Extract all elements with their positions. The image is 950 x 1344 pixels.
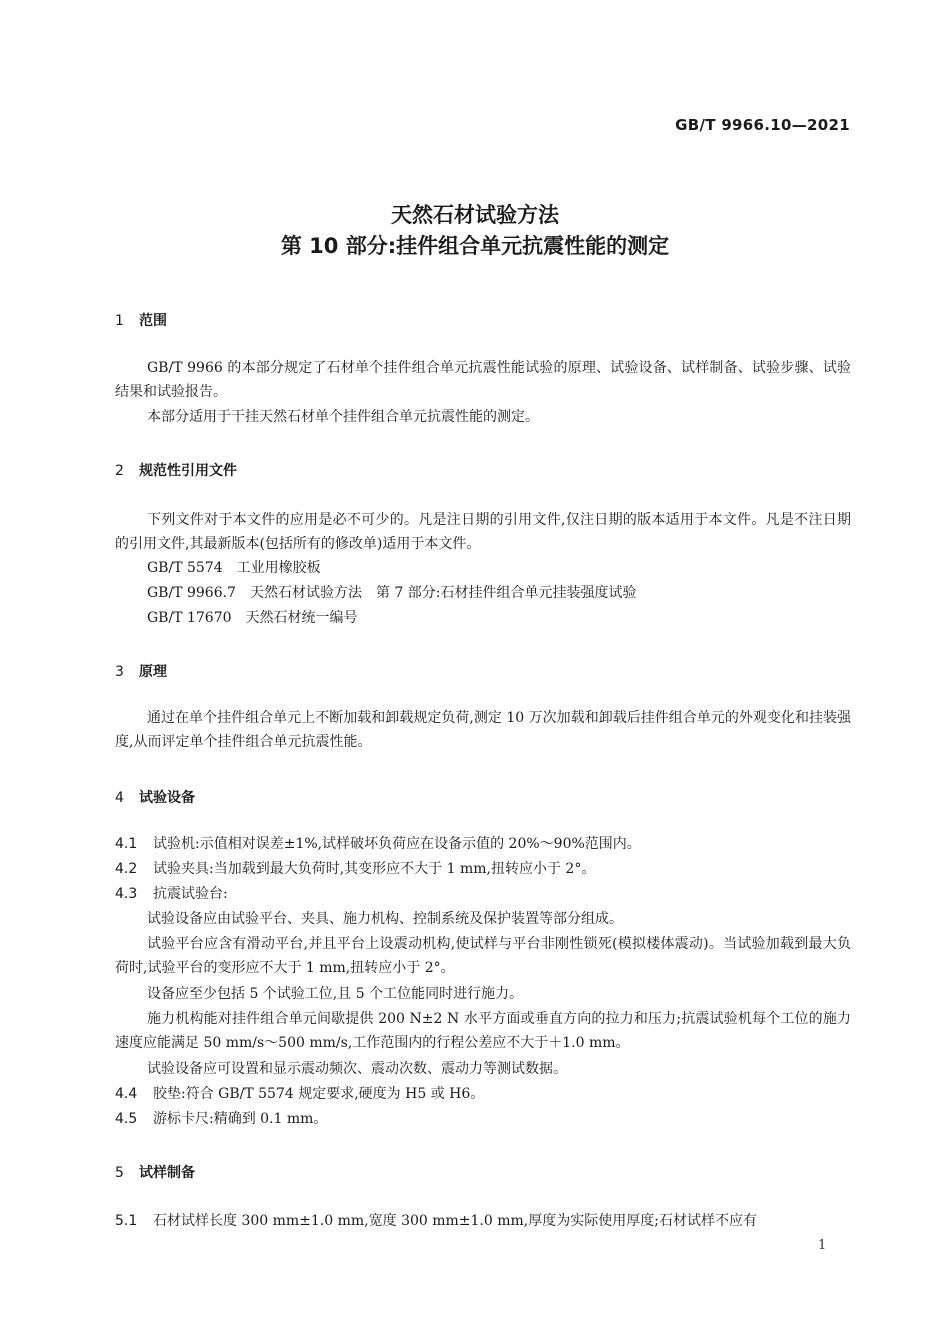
clause-text: 游标卡尺:精确到 0.1 mm。: [153, 1111, 328, 1127]
clause-number: 4.1: [115, 836, 138, 852]
paragraph: 本部分适用于干挂天然石材单个挂件组合单元抗震性能的测定。: [147, 409, 539, 425]
section-number: 5: [115, 1165, 124, 1181]
paragraph: 试验设备应可设置和显示震动频次、震动次数、震动力等测试数据。: [147, 1061, 567, 1077]
clause-number: 4.5: [115, 1111, 138, 1127]
clause-4-5: [115, 1107, 327, 1131]
clause-number: 4.3: [115, 886, 138, 902]
clause-4-1: [115, 832, 641, 856]
clause-text: 胶垫:符合 GB/T 5574 规定要求,硬度为 H5 或 H6。: [153, 1086, 485, 1102]
document-title: 天然石材试验方法: [391, 203, 559, 227]
paragraph: 试验设备应由试验平台、夹具、施力机构、控制系统及保护装置等部分组成。: [147, 911, 623, 927]
section-heading-principle: [115, 661, 167, 681]
paragraph: 设备应至少包括 5 个试验工位,且 5 个工位能同时进行施力。: [147, 986, 524, 1002]
reference-item: GB/T 5574 工业用橡胶板: [147, 560, 321, 576]
section-heading-normative-references: [115, 460, 237, 480]
section-number: 3: [115, 664, 124, 680]
section-title: 规范性引用文件: [139, 463, 237, 479]
section-number: 2: [115, 463, 124, 479]
standard-code: GB/T 9966.10—2021: [675, 116, 850, 134]
clause-text: 试验夹具:当加载到最大负荷时,其变形应不大于 1 mm,扭转应小于 2°。: [153, 861, 596, 877]
paragraph: 施力机构能对挂件组合单元间歇提供 200 N±2 N 水平方面或垂直方向的拉力和压力;抗震试验机每个工位的施力速度应能满足 50 mm/s～500 mm/s,工作范围内的行程公差应不大于＋1.0 mm。: [115, 1011, 851, 1051]
clause-number: 5.1: [115, 1213, 138, 1229]
reference-item: GB/T 9966.7 天然石材试验方法 第 7 部分:石材挂件组合单元挂装强度试验: [147, 585, 637, 601]
clause-4-3: [115, 882, 228, 906]
clause-5-1: [115, 1209, 757, 1233]
section-heading-specimen-preparation: [115, 1162, 195, 1182]
paragraph: 下列文件对于本文件的应用是必不可少的。凡是注日期的引用文件,仅注日期的版本适用于本文件。凡是不注日期的引用文件,其最新版本(包括所有的修改单)适用于本文件。: [115, 512, 851, 552]
section-heading-apparatus: [115, 787, 195, 807]
section-heading-scope: [115, 310, 167, 330]
paragraph: 试验平台应含有滑动平台,并且平台上设震动机构,使试样与平台非刚性锁死(模拟楼体震动)。当试验加载到最大负荷时,试验平台的变形应不大于 1 mm,扭转应小于 2°。: [115, 936, 851, 976]
clause-number: 4.4: [115, 1086, 138, 1102]
page-number: 1: [818, 1238, 827, 1253]
document-subtitle: 第 10 部分:挂件组合单元抗震性能的测定: [280, 234, 670, 258]
section-title: 试验设备: [139, 790, 195, 806]
clause-text: 试验机:示值相对误差±1%,试样破坏负荷应在设备示值的 20%～90%范围内。: [153, 836, 641, 852]
clause-text: 石材试样长度 300 mm±1.0 mm,宽度 300 mm±1.0 mm,厚度为实际使用厚度;石材试样不应有: [153, 1213, 757, 1229]
section-title: 原理: [139, 664, 167, 680]
reference-item: GB/T 17670 天然石材统一编号: [147, 610, 358, 626]
paragraph: 通过在单个挂件组合单元上不断加载和卸载规定负荷,测定 10 万次加载和卸载后挂件组合单元的外观变化和挂装强度,从而评定单个挂件组合单元抗震性能。: [115, 710, 851, 750]
clause-4-4: [115, 1082, 484, 1106]
clause-4-2: [115, 857, 595, 881]
paragraph: GB/T 9966 的本部分规定了石材单个挂件组合单元抗震性能试验的原理、试验设备、试样制备、试验步骤、试验结果和试验报告。: [115, 360, 851, 400]
section-number: 1: [115, 313, 124, 329]
clause-number: 4.2: [115, 861, 138, 877]
section-title: 试样制备: [139, 1165, 195, 1181]
section-title: 范围: [139, 313, 167, 329]
section-number: 4: [115, 790, 124, 806]
clause-text: 抗震试验台:: [153, 886, 228, 902]
